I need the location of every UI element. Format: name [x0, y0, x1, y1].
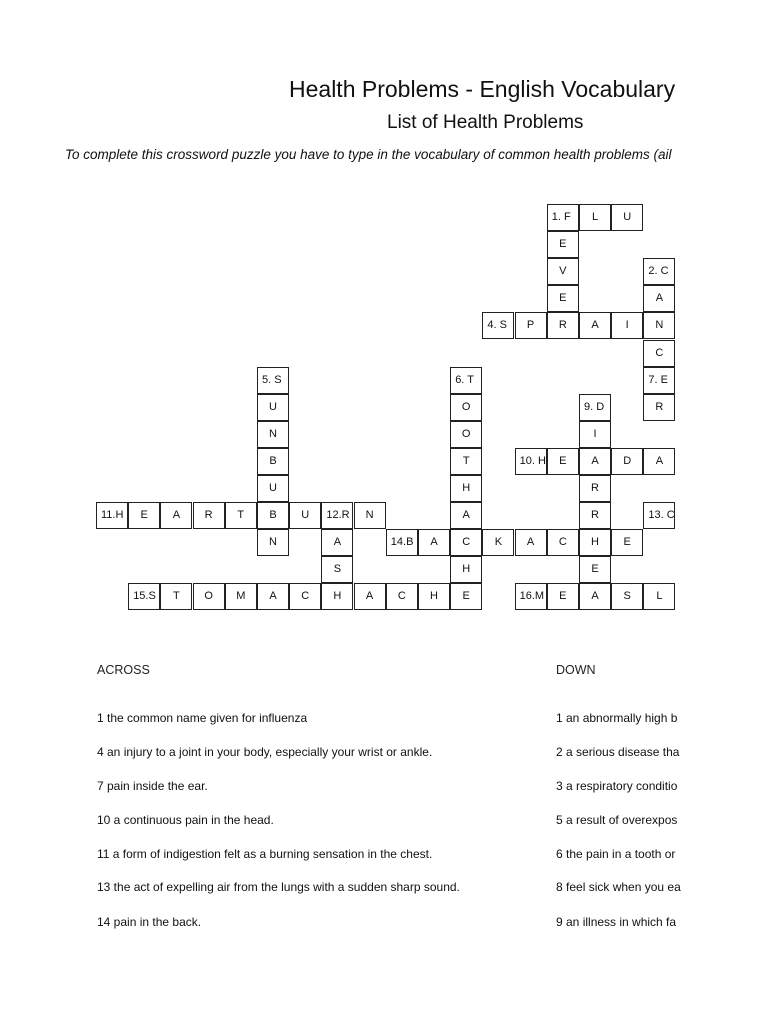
across-clue: 13 the act of expelling air from the lungs with a sudden sharp sound.	[97, 880, 460, 894]
crossword-cell: 12.R	[321, 502, 353, 529]
across-clue: 10 a continuous pain in the head.	[97, 813, 274, 827]
down-clue: 1 an abnormally high b	[556, 711, 678, 725]
crossword-cell: 11.H	[96, 502, 128, 529]
crossword-cell: E	[547, 583, 579, 610]
crossword-cell: A	[354, 583, 386, 610]
crossword-cell: R	[547, 312, 579, 339]
across-clue: 4 an injury to a joint in your body, especially your wrist or ankle.	[97, 745, 433, 759]
crossword-cell: A	[450, 502, 482, 529]
crossword-cell: V	[547, 258, 579, 285]
crossword-cell: R	[643, 394, 675, 421]
crossword-cell: 13. C	[643, 502, 675, 529]
crossword-cell: E	[579, 556, 611, 583]
crossword-cell: E	[128, 502, 160, 529]
down-clue: 2 a serious disease tha	[556, 745, 680, 759]
crossword-cell: N	[643, 312, 675, 339]
crossword-cell: T	[450, 448, 482, 475]
down-clue: 9 an illness in which fa	[556, 915, 677, 929]
crossword-cell: L	[643, 583, 675, 610]
crossword-cell: M	[225, 583, 257, 610]
crossword-cell: C	[386, 583, 418, 610]
instructions-text: To complete this crossword puzzle you have to type in the vocabulary of common health problems (ail	[65, 147, 672, 162]
crossword-cell: A	[579, 312, 611, 339]
crossword-cell: E	[450, 583, 482, 610]
crossword-cell: C	[547, 529, 579, 556]
crossword-cell: U	[257, 475, 289, 502]
crossword-cell: 6. T	[450, 367, 482, 394]
crossword-cell: 2. C	[643, 258, 675, 285]
crossword-cell: O	[450, 421, 482, 448]
crossword-cell: E	[611, 529, 643, 556]
crossword-cell: H	[418, 583, 450, 610]
crossword-cell: A	[257, 583, 289, 610]
crossword-cell: N	[257, 529, 289, 556]
crossword-cell: 9. D	[579, 394, 611, 421]
page-title: Health Problems - English Vocabulary	[289, 76, 676, 102]
crossword-cell: U	[257, 394, 289, 421]
crossword-cell: A	[160, 502, 192, 529]
crossword-cell: C	[643, 340, 675, 367]
crossword-cell: S	[321, 556, 353, 583]
crossword-cell: P	[515, 312, 547, 339]
crossword-cell: H	[321, 583, 353, 610]
crossword-cell: 10. H	[515, 448, 547, 475]
crossword-cell: O	[193, 583, 225, 610]
crossword-cell: U	[289, 502, 321, 529]
crossword-cell: 16.M	[515, 583, 547, 610]
crossword-cell: B	[257, 448, 289, 475]
crossword-cell: R	[579, 502, 611, 529]
crossword-cell: 7. E	[643, 367, 675, 394]
crossword-cell: N	[354, 502, 386, 529]
crossword-cell: T	[225, 502, 257, 529]
crossword-cell: U	[611, 204, 643, 231]
crossword-cell: E	[547, 231, 579, 258]
crossword-cell: N	[257, 421, 289, 448]
crossword-cell: D	[611, 448, 643, 475]
down-clue: 8 feel sick when you ea	[556, 880, 681, 894]
crossword-cell: L	[579, 204, 611, 231]
crossword-cell: H	[579, 529, 611, 556]
crossword-cell: 4. S	[482, 312, 514, 339]
across-clue: 1 the common name given for influenza	[97, 711, 308, 725]
across-clue: 7 pain inside the ear.	[97, 779, 208, 793]
crossword-cell: I	[579, 421, 611, 448]
crossword-cell: A	[515, 529, 547, 556]
down-clue: 5 a result of overexpos	[556, 813, 678, 827]
across-clue: 11 a form of indigestion felt as a burning sensation in the chest.	[97, 847, 433, 861]
crossword-cell: O	[450, 394, 482, 421]
crossword-cell: H	[450, 475, 482, 502]
crossword-cell: E	[547, 285, 579, 312]
across-heading: ACROSS	[97, 663, 150, 677]
crossword-cell: 1. F	[547, 204, 579, 231]
crossword-cell: S	[611, 583, 643, 610]
down-clue: 3 a respiratory conditio	[556, 779, 678, 793]
crossword-cell: T	[160, 583, 192, 610]
crossword-cell: R	[193, 502, 225, 529]
crossword-cell: B	[257, 502, 289, 529]
crossword-cell: K	[482, 529, 514, 556]
crossword-cell: A	[579, 448, 611, 475]
crossword-cell: C	[450, 529, 482, 556]
page-subtitle: List of Health Problems	[387, 112, 584, 133]
crossword-cell: C	[289, 583, 321, 610]
crossword-cell: 15.S	[128, 583, 160, 610]
crossword-cell: A	[579, 583, 611, 610]
crossword-cell: 14.B	[386, 529, 418, 556]
crossword-cell: 5. S	[257, 367, 289, 394]
crossword-cell: A	[643, 285, 675, 312]
crossword-cell: I	[611, 312, 643, 339]
crossword-cell: A	[418, 529, 450, 556]
crossword-cell: A	[321, 529, 353, 556]
crossword-cell: H	[450, 556, 482, 583]
crossword-cell: A	[643, 448, 675, 475]
crossword-cell: E	[547, 448, 579, 475]
across-clue: 14 pain in the back.	[97, 915, 202, 929]
crossword-cell: R	[579, 475, 611, 502]
down-heading: DOWN	[556, 663, 596, 677]
down-clue: 6 the pain in a tooth or	[556, 847, 676, 861]
